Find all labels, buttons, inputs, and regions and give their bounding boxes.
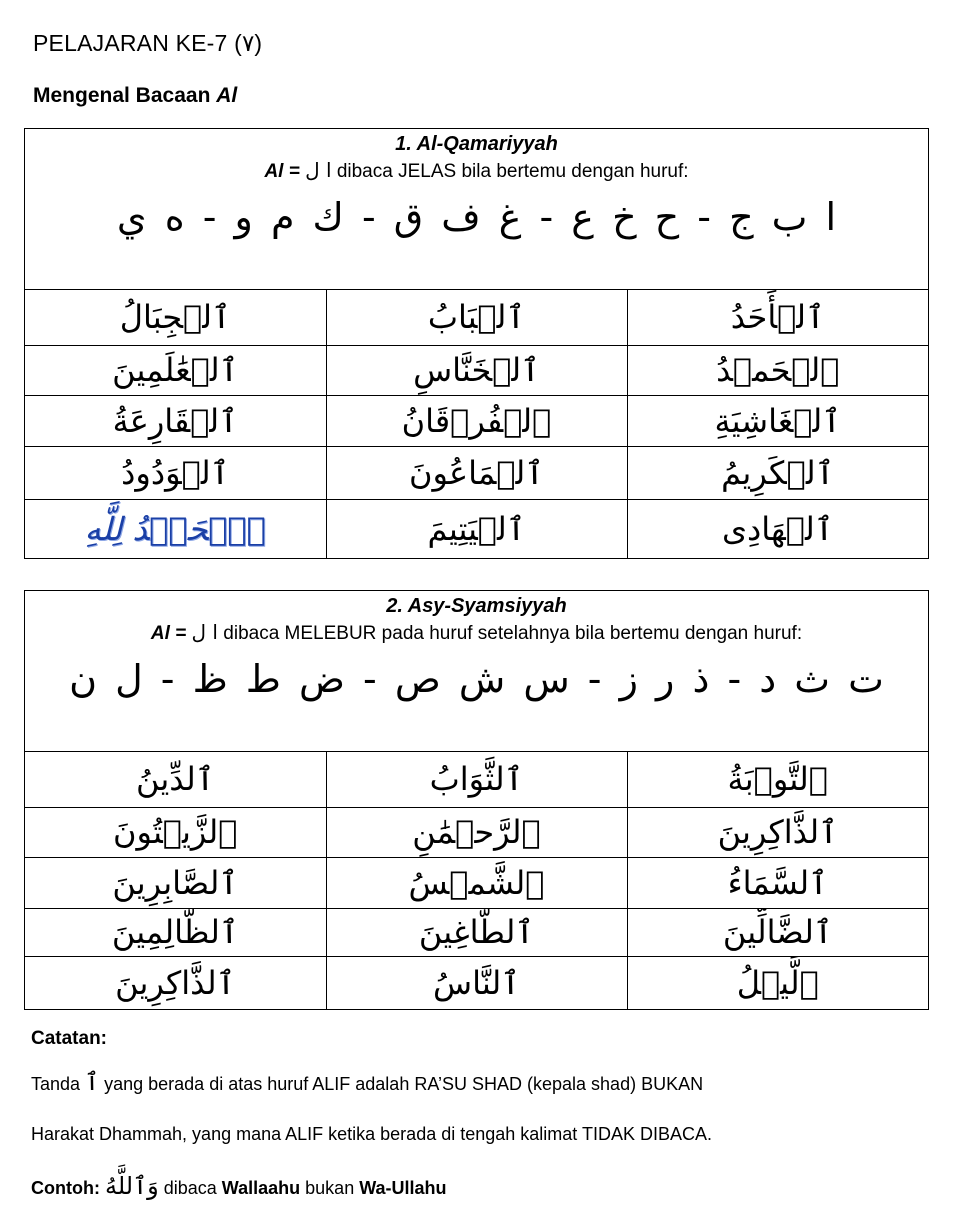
syamsiyyah-section bbox=[24, 590, 929, 1010]
note-example: Contoh: وَٱللَّهُ dibaca Wallaahu bukan Wa-Ullahu bbox=[31, 1172, 447, 1200]
qamariyyah-word: ٱلۡحَمۡدُ bbox=[627, 345, 928, 395]
qamariyyah-word: ٱلۡيَتِيمَ bbox=[326, 499, 627, 558]
syamsiyyah-word: ٱلضَّالِّينَ bbox=[627, 908, 928, 956]
example-arabic: وَٱللَّهُ bbox=[104, 1172, 159, 1200]
rasu-shad-mark: ٱ bbox=[85, 1068, 100, 1096]
syamsiyyah-row bbox=[25, 908, 928, 956]
qamariyyah-row bbox=[25, 499, 928, 558]
syamsiyyah-word: ٱلدِّينُ bbox=[25, 752, 326, 807]
syamsiyyah-row bbox=[25, 807, 928, 857]
page-title: PELAJARAN KE-7 (٧) bbox=[33, 30, 263, 56]
qamariyyah-word: ٱلۡجِبَالُ bbox=[25, 290, 326, 345]
syamsiyyah-word: ٱلنَّاسُ bbox=[326, 956, 627, 1009]
syamsiyyah-word: ٱلذَّاكِرِينَ bbox=[627, 807, 928, 857]
qamariyyah-row bbox=[25, 290, 928, 345]
qamariyyah-word: ٱلۡخَنَّاسِ bbox=[326, 345, 627, 395]
syamsiyyah-title: 2. Asy-Syamsiyyah bbox=[386, 595, 567, 617]
qamariyyah-word: ٱلۡقَارِعَةُ bbox=[25, 395, 326, 446]
notes-section bbox=[31, 1028, 931, 1200]
syamsiyyah-rule: Al = ا ل dibaca MELEBUR pada huruf setelahnya bila bertemu dengan huruf: bbox=[150, 620, 803, 644]
syamsiyyah-letters: ت ث د - ذ ر ز - س ش ص - ض ط ظ - ل ن bbox=[69, 657, 884, 701]
subtitle-emphasis: Al bbox=[216, 84, 238, 107]
qamariyyah-word: ٱلۡوَدُودُ bbox=[25, 446, 326, 499]
qamariyyah-word: ٱلۡهَادِى bbox=[627, 499, 928, 558]
notes-title: Catatan: bbox=[31, 1028, 108, 1049]
alhamdulillah-calligraphy: ٱلۡحَمۡدُ لِلَّهِ bbox=[25, 499, 326, 558]
syamsiyyah-word: ٱلذَّاكِرِينَ bbox=[25, 956, 326, 1009]
qamariyyah-letters: ا ب ج - ح خ ع - غ ف ق - ك م و - ه ي bbox=[116, 195, 837, 239]
note-line-1: Tanda ٱ yang berada di atas huruf ALIF adalah RA’SU SHAD (kepala shad) BUKAN bbox=[31, 1068, 704, 1096]
qamariyyah-word: ٱلۡكَرِيمُ bbox=[627, 446, 928, 499]
al-letters: ا ل bbox=[305, 158, 332, 182]
qamariyyah-header bbox=[25, 129, 928, 290]
syamsiyyah-header bbox=[25, 591, 928, 752]
qamariyyah-row bbox=[25, 345, 928, 395]
syamsiyyah-word: ٱلتَّوۡبَةُ bbox=[627, 752, 928, 807]
syamsiyyah-table bbox=[25, 752, 928, 1009]
syamsiyyah-row bbox=[25, 752, 928, 807]
syamsiyyah-word: ٱلرَّحۡمَٰنِ bbox=[326, 807, 627, 857]
qamariyyah-word: ٱلۡغَاشِيَةِ bbox=[627, 395, 928, 446]
al-letters: ا ل bbox=[191, 620, 218, 644]
syamsiyyah-row bbox=[25, 857, 928, 908]
qamariyyah-row bbox=[25, 446, 928, 499]
note-line-2: Harakat Dhammah, yang mana ALIF ketika berada di tengah kalimat TIDAK DIBACA. bbox=[31, 1124, 712, 1144]
syamsiyyah-word: ٱلزَّيۡتُونَ bbox=[25, 807, 326, 857]
qamariyyah-row bbox=[25, 395, 928, 446]
qamariyyah-table bbox=[25, 290, 928, 558]
syamsiyyah-word: ٱلسَّمَاءُ bbox=[627, 857, 928, 908]
syamsiyyah-word: ٱلشَّمۡسُ bbox=[326, 857, 627, 908]
syamsiyyah-row bbox=[25, 956, 928, 1009]
qamariyyah-word: ٱلۡعَٰلَمِينَ bbox=[25, 345, 326, 395]
qamariyyah-word: ٱلۡفُرۡقَانُ bbox=[326, 395, 627, 446]
qamariyyah-word: ٱلۡأَحَدُ bbox=[627, 290, 928, 345]
qamariyyah-word: ٱلۡبَابُ bbox=[326, 290, 627, 345]
syamsiyyah-word: ٱلصَّابِرِينَ bbox=[25, 857, 326, 908]
syamsiyyah-word: ٱلطَّاغِينَ bbox=[326, 908, 627, 956]
qamariyyah-rule: Al = ا ل dibaca JELAS bila bertemu dengan huruf: bbox=[264, 158, 689, 182]
syamsiyyah-word: ٱلَّيۡلُ bbox=[627, 956, 928, 1009]
qamariyyah-section bbox=[24, 128, 929, 559]
syamsiyyah-word: ٱلثَّوَابُ bbox=[326, 752, 627, 807]
qamariyyah-word: ٱلۡمَاعُونَ bbox=[326, 446, 627, 499]
qamariyyah-title: 1. Al-Qamariyyah bbox=[395, 133, 558, 155]
syamsiyyah-word: ٱلظَّالِمِينَ bbox=[25, 908, 326, 956]
page-subtitle: Mengenal Bacaan Al bbox=[33, 84, 238, 107]
